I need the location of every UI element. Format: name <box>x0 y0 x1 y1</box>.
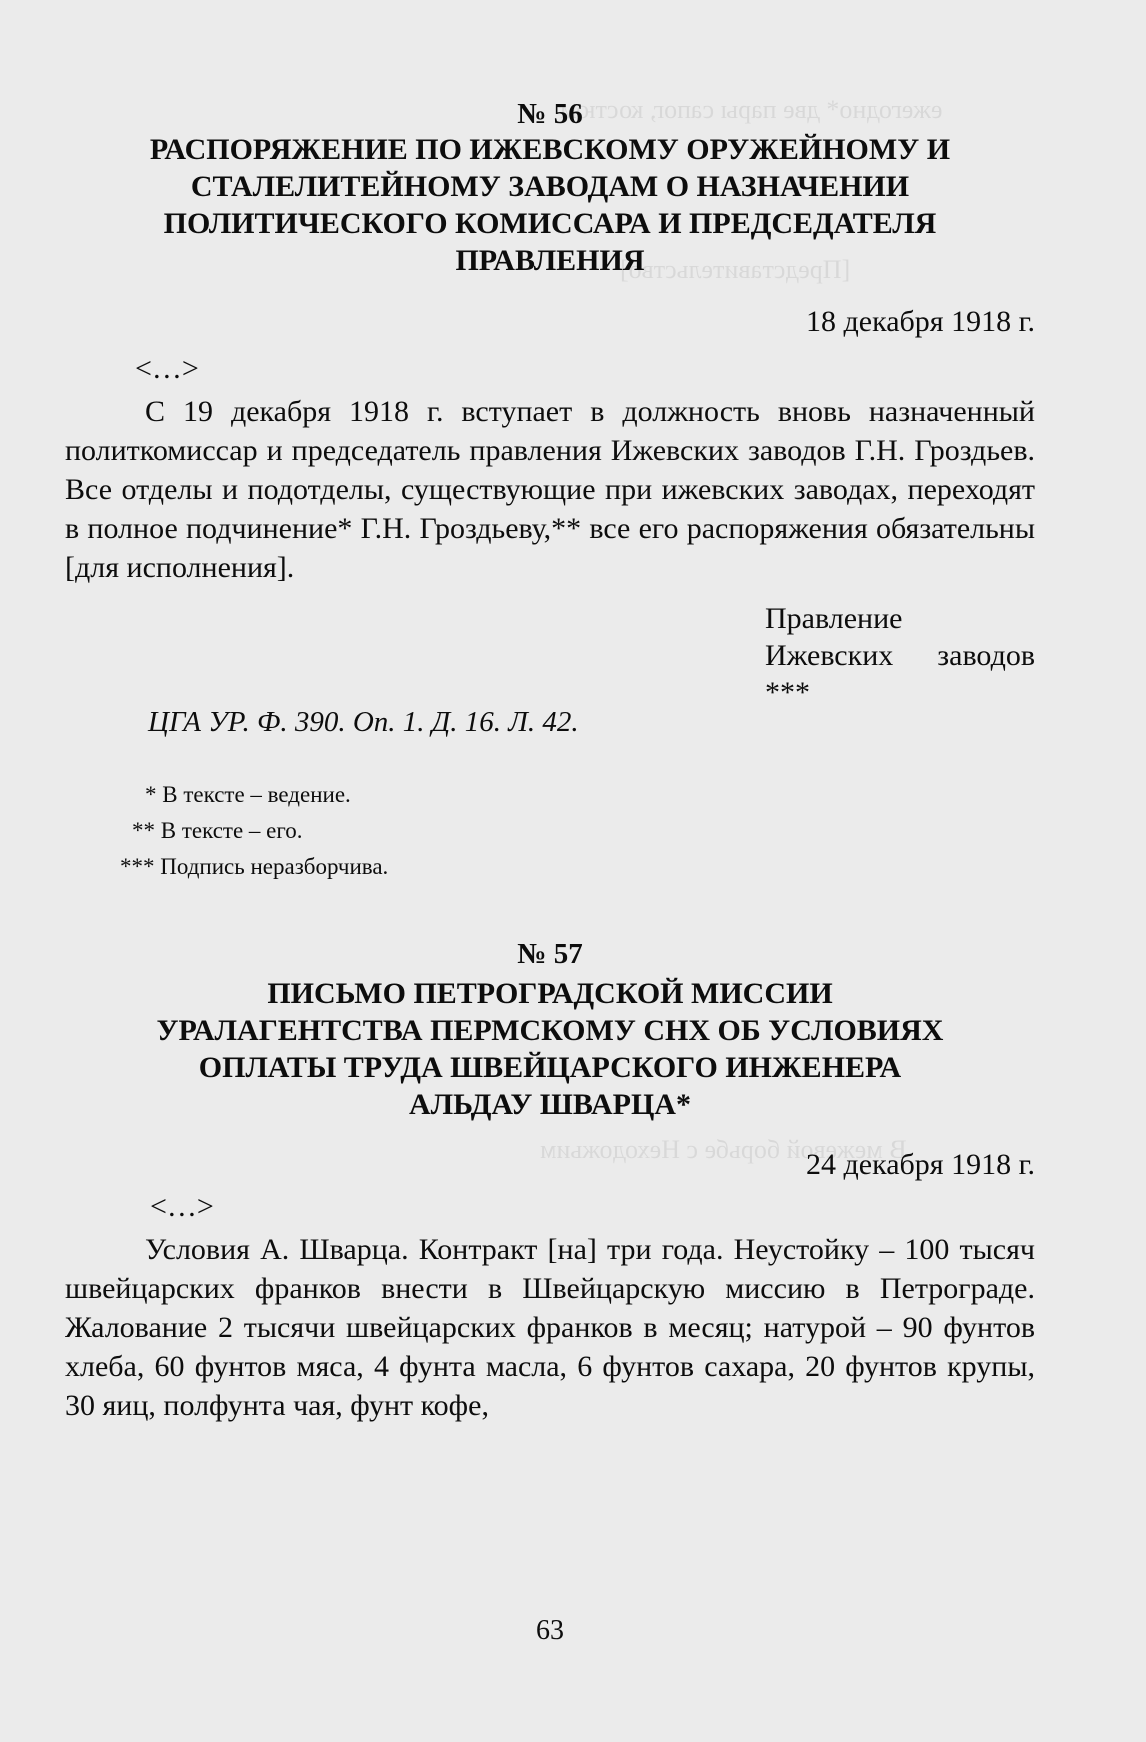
document-number: № 56 <box>517 98 583 130</box>
archive-reference: ЦГА УР. Ф. 390. Оп. 1. Д. 16. Л. 42. <box>148 706 579 738</box>
document-date: 24 декабря 1918 г. <box>806 1148 1035 1181</box>
document-body: Условия А. Шварца. Контракт [на] три года. Неустойку – 100 тысяч швейцарских франков внести в Швейцарскую миссию в Петрограде. Жалование 2 тысячи швейцарских франков в месяц; натурой – 90 фунтов хлеба, 60 фунтов мяса, 4 фунта масла, 6 фунтов сахара, 20 фунтов крупы, 30 яиц, полфунта чая, фунт кофе, <box>65 1233 1035 1422</box>
footnote: ** В тексте – его. <box>132 818 303 843</box>
footnote: *** Подпись неразборчива. <box>120 854 389 879</box>
document-date: 18 декабря 1918 г. <box>806 305 1035 338</box>
bleed-through-text: [Представительство] <box>620 255 851 284</box>
omission-mark: <…> <box>135 352 199 385</box>
footnotes <box>120 777 388 885</box>
page-number: 63 <box>536 1615 564 1646</box>
bleed-through-text: ежегодно* две пары сапог, костюм <box>560 95 943 124</box>
document-title: РАСПОРЯЖЕНИЕ ПО ИЖЕВСКОМУ ОРУЖЕЙНОМУ И СТАЛЕЛИТЕЙНОМУ ЗАВОДАМ О НАЗНАЧЕНИИ ПОЛИТИЧЕСКОГО КОМИССАРА И ПРЕДСЕДАТЕЛЯ ПРАВЛЕНИЯ <box>149 133 951 277</box>
bleed-through-text: В межевой борьбе с Неходожьим <box>540 1135 907 1164</box>
omission-mark: <…> <box>150 1190 214 1223</box>
document-title: ПИСЬМО ПЕТРОГРАДСКОЙ МИССИИ УРАЛАГЕНТСТВА ПЕРМСКОМУ СНХ ОБ УСЛОВИЯХ ОПЛАТЫ ТРУДА ШВЕЙЦАРСКОГО ИНЖЕНЕРА АЛЬДАУ ШВАРЦА* <box>156 977 944 1121</box>
footnote: * В тексте – ведение. <box>145 782 351 807</box>
signature: Правление Ижевских заводов *** <box>765 602 1035 709</box>
document-body: С 19 декабря 1918 г. вступает в должность вновь назначенный политкомиссар и председатель правления Ижевских заводов Г.Н. Гроздьев. Все отделы и подотделы, существующие при ижевских заводах, переходят в полное подчинение* Г.Н. Гроздьеву,** все его распоряжения обязательны [для исполнения]. <box>65 395 1035 584</box>
document-number: № 57 <box>517 938 583 970</box>
